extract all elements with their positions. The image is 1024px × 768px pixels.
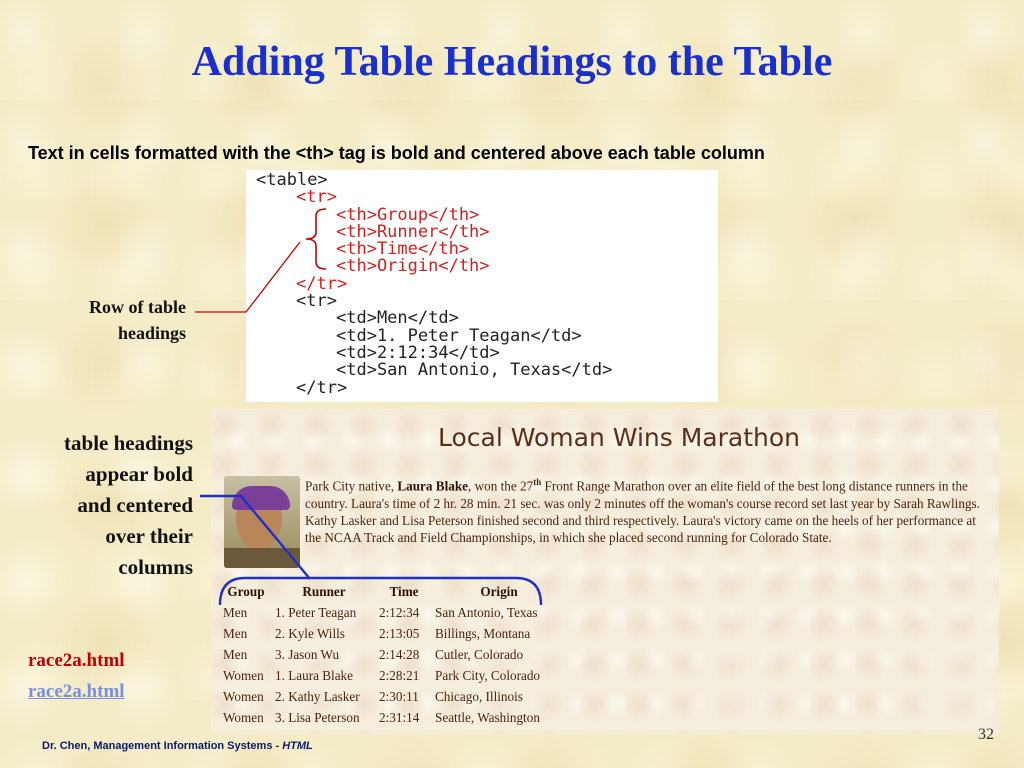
- table-cell: Men: [223, 604, 248, 620]
- code-line: <td>San Antonio, Texas</td>: [336, 360, 613, 381]
- race2a-link[interactable]: race2a.html: [28, 681, 125, 702]
- table-cell: San Antonio, Texas: [435, 604, 538, 620]
- code-line: <th>Time</th>: [336, 239, 470, 260]
- code-line: <th>Group</th>: [336, 204, 480, 225]
- annotation-line: headings: [117, 323, 186, 343]
- file-name-label: race2a.html: [28, 650, 125, 671]
- runner-photo: [224, 476, 300, 568]
- table-header-row: [220, 581, 566, 602]
- table-row: [220, 707, 566, 728]
- para-superscript: th: [533, 477, 542, 487]
- table-cell: Billings, Montana: [435, 625, 531, 641]
- article-paragraph: [305, 474, 991, 546]
- table-cell: Men: [223, 646, 248, 662]
- slide-subtitle: Text in cells formatted with the <th> tag is bold and centered above each table column: [28, 143, 765, 163]
- para-text: , won the 27: [468, 478, 534, 494]
- table-cell: 2:14:28: [379, 646, 420, 662]
- table-cell: Women: [223, 688, 264, 704]
- code-line: </tr>: [296, 273, 348, 294]
- code-line: <tr>: [296, 187, 337, 208]
- table-cell: 3. Jason Wu: [275, 646, 340, 662]
- browser-screenshot: [211, 409, 999, 734]
- code-line: <table>: [256, 170, 328, 190]
- photo-shirt: [224, 548, 300, 568]
- article-title: Local Woman Wins Marathon: [438, 423, 800, 452]
- annotation-line: table headings: [64, 431, 193, 455]
- table-cell: 1. Laura Blake: [275, 667, 353, 683]
- table-cell: Men: [223, 625, 248, 641]
- annotation-line: columns: [118, 555, 193, 579]
- table-cell: Seattle, Washington: [435, 709, 540, 725]
- table-cell: 2. Kathy Lasker: [275, 688, 360, 704]
- code-line: <td>2:12:34</td>: [336, 342, 500, 363]
- table-cell: Chicago, Illinois: [435, 688, 523, 704]
- table-row: [220, 623, 566, 644]
- code-example: [246, 170, 718, 402]
- code-line: <th>Runner</th>: [336, 221, 490, 242]
- para-name: Laura Blake: [397, 478, 469, 494]
- code-line: <th>Origin</th>: [336, 256, 490, 277]
- footer-text: Dr. Chen, Management Information Systems -: [42, 740, 283, 752]
- code-line: <td>Men</td>: [336, 308, 459, 329]
- slide-title: Adding Table Headings to the Table: [191, 39, 833, 85]
- table-cell: 2. Kyle Wills: [275, 625, 345, 641]
- table-cell: 2:12:34: [379, 604, 420, 620]
- photo-headband: [232, 486, 290, 510]
- code-line: <td>1. Peter Teagan</td>: [336, 325, 582, 346]
- annotation-line: appear bold: [85, 462, 193, 486]
- code-line: <tr>: [296, 291, 337, 312]
- table-cell: 2:13:05: [379, 625, 420, 641]
- header-runner: Runner: [302, 583, 346, 599]
- table-cell: 2:28:21: [379, 667, 420, 683]
- annotation-line: and centered: [77, 493, 193, 517]
- table-row: [220, 644, 566, 665]
- page-number: 32: [978, 726, 994, 743]
- footer-topic: HTML: [282, 740, 313, 752]
- para-text: Front Range Marathon over an elite field of the best long distance runners in the country. Laura's time of 2 hr. 28 min. 21 sec. was only 2 minutes off the woman's course record set last year by Sarah Rawlings. Kathy Lasker and Lisa Peterson finished second and third respectively. Laura's victory came on the heels of her performance at the NCAA Track and Field Championships, in which she placed second running for Colorado State.: [305, 478, 980, 545]
- annotation-line: Row of table: [89, 297, 186, 317]
- table-cell: 3. Lisa Peterson: [275, 709, 360, 725]
- table-cell: 2:30:11: [379, 688, 419, 704]
- table-cell: Cutler, Colorado: [435, 646, 524, 662]
- results-table: [220, 581, 566, 728]
- table-row: [220, 602, 566, 623]
- table-cell: Women: [223, 667, 264, 683]
- table-cell: Women: [223, 709, 264, 725]
- header-group: Group: [227, 583, 265, 599]
- header-time: Time: [389, 583, 419, 599]
- table-row: [220, 665, 566, 686]
- annotation-line: over their: [105, 524, 193, 548]
- code-line: </tr>: [296, 377, 348, 398]
- row-headings-annotation: [40, 294, 186, 346]
- para-text: Park City native,: [305, 478, 398, 494]
- table-cell: Park City, Colorado: [435, 667, 541, 683]
- slide-footer: [42, 740, 313, 752]
- table-cell: 2:31:14: [379, 709, 420, 725]
- table-cell: 1. Peter Teagan: [275, 604, 357, 620]
- table-row: [220, 686, 566, 707]
- table-headings-annotation: [20, 428, 193, 583]
- header-origin: Origin: [480, 583, 518, 599]
